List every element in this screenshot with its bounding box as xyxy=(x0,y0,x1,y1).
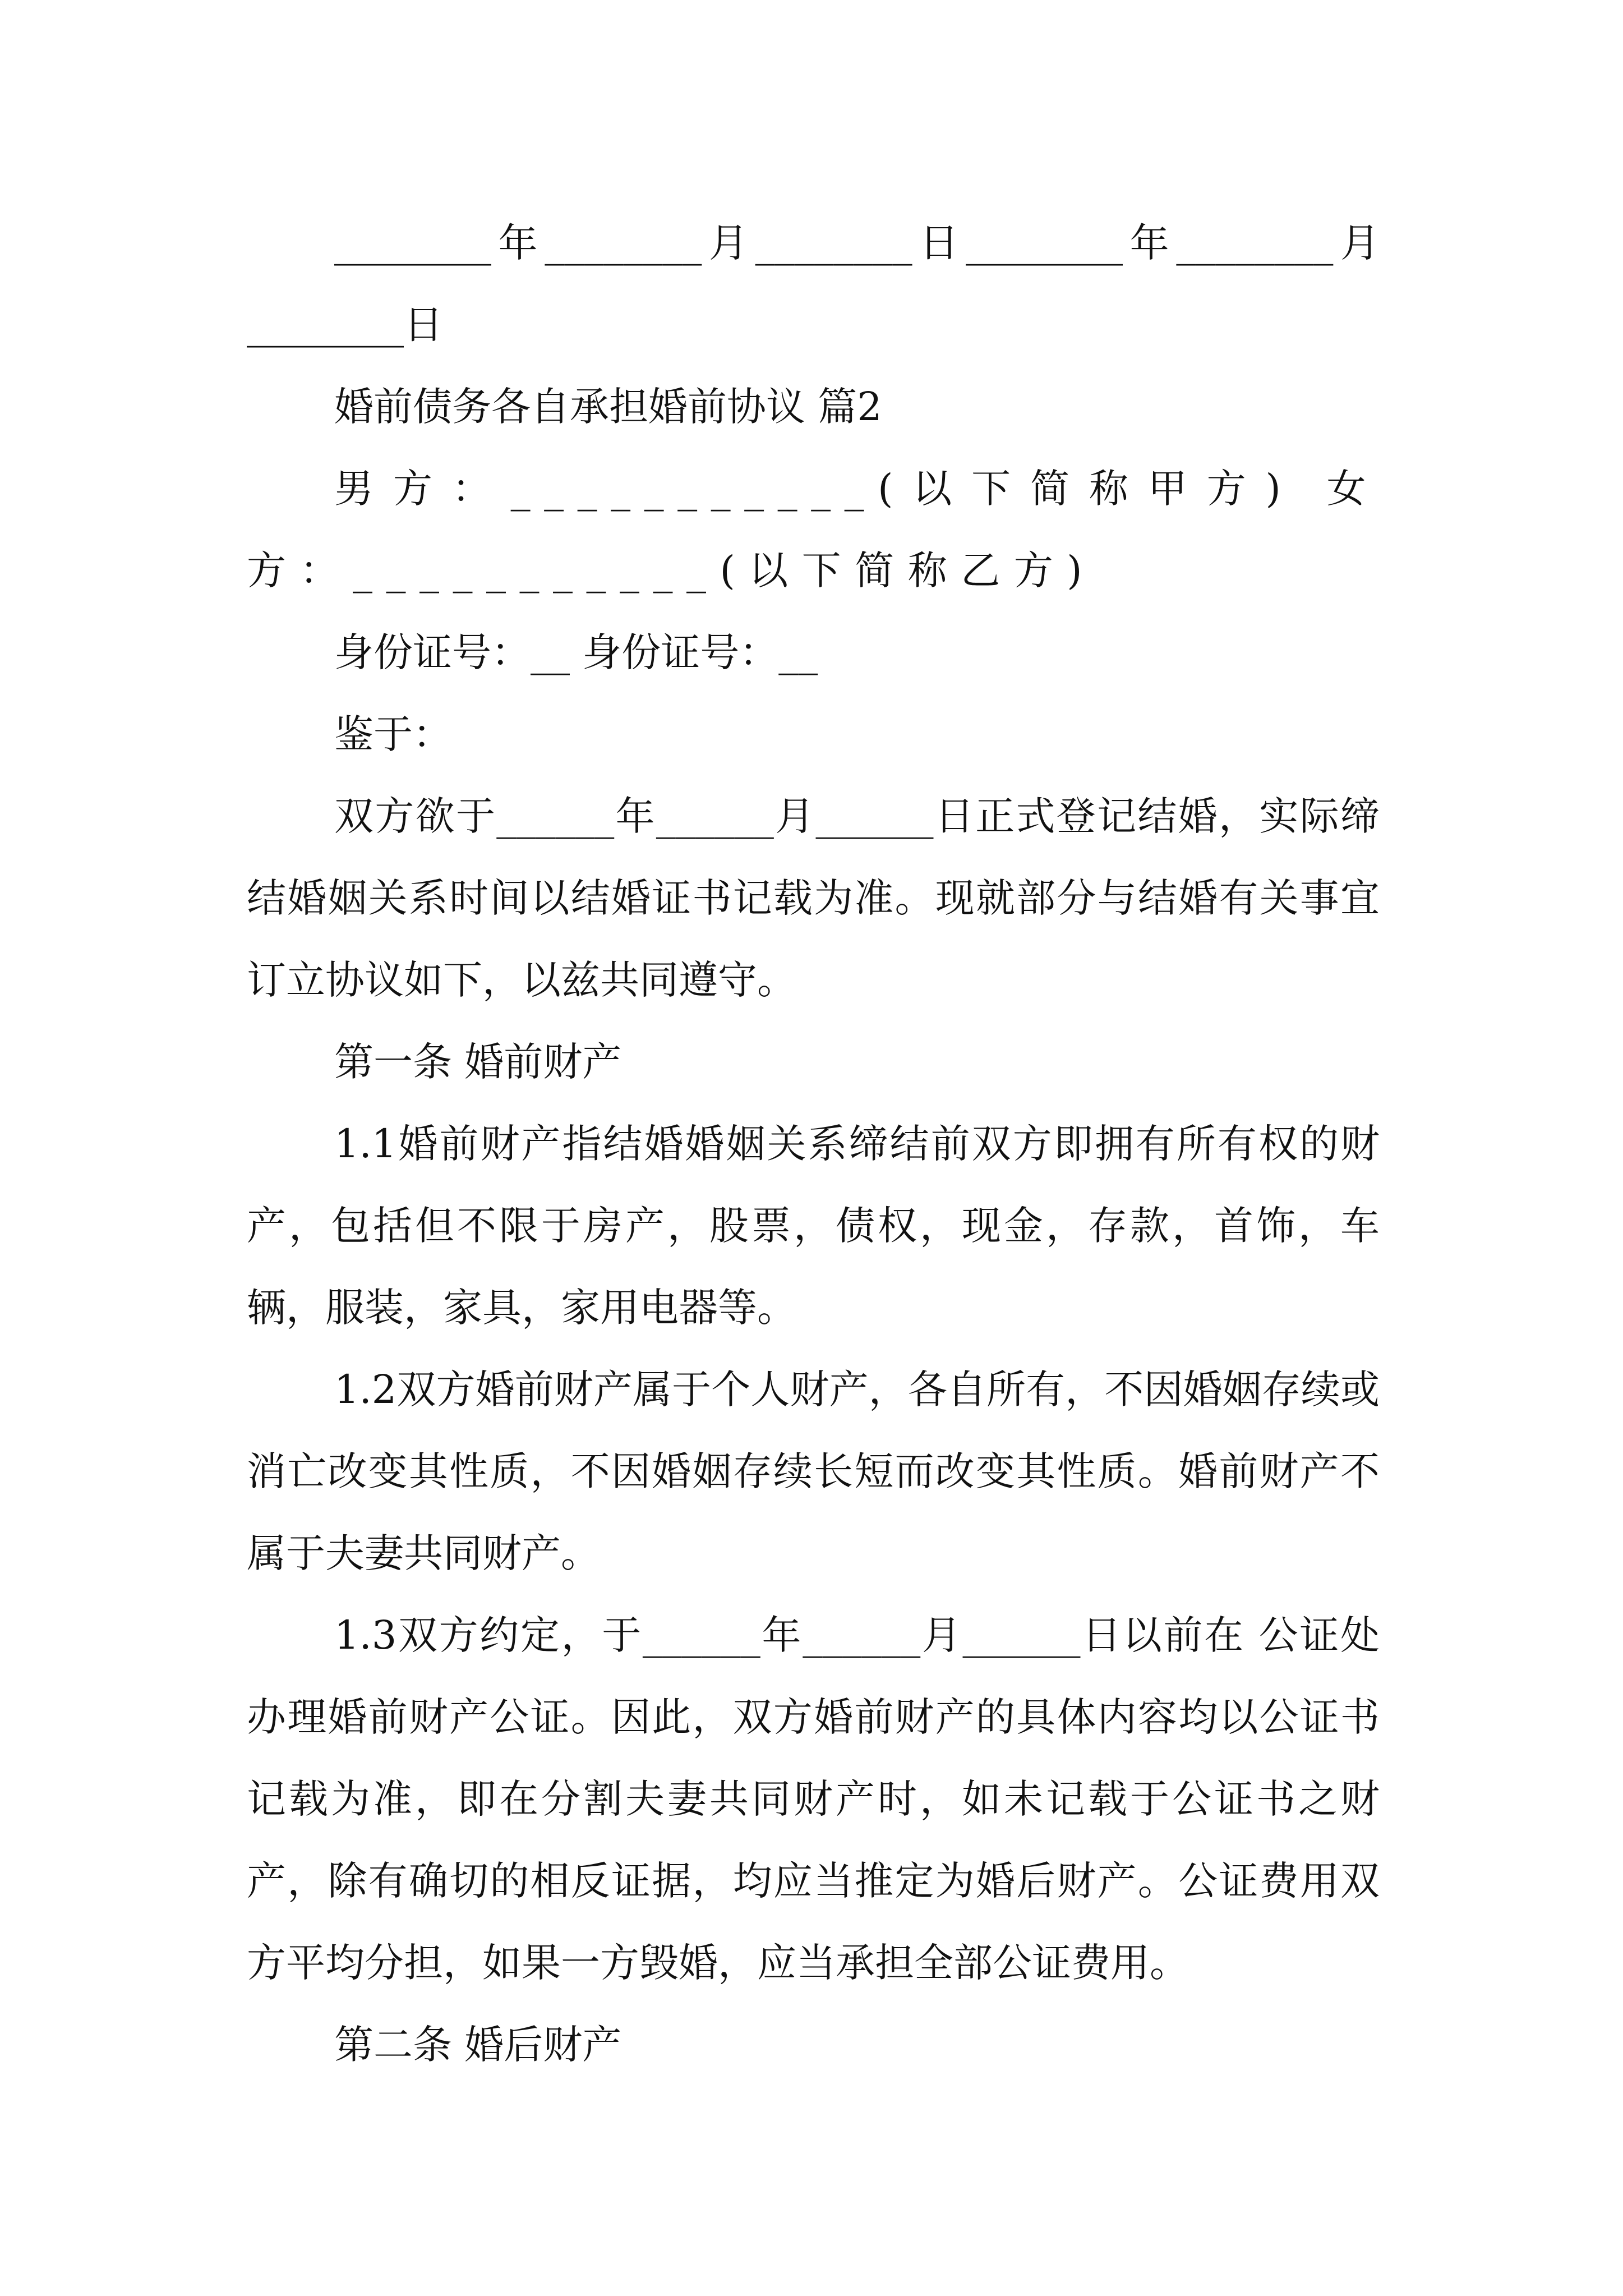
date-blanks-line: ________年________月________日________年________月________日 xyxy=(247,220,1380,348)
whereas-heading: 鉴于： xyxy=(334,711,452,757)
clause-1-2: 1.2双方婚前财产属于个人财产，各自所有，不因婚姻存续或消亡改变其性质，不因婚姻存续长短而改变其性质。婚前财产不属于夫妻共同财产。 xyxy=(247,1366,1380,1576)
id-number-line: 身份证号：__ 身份证号：__ xyxy=(334,629,818,675)
article-1-heading: 第一条 婚前财产 xyxy=(334,1039,622,1085)
section-title: 婚前债务各自承担婚前协议 篇2 xyxy=(334,384,882,430)
clause-1-3: 1.3双方约定，于______年______月______日以前在 公证处办理婚前财产公证。因此，双方婚前财产的具体内容均以公证书记载为准，即在分割夫妻共同财产时，如未记载于公证书之财产，除有确切的相反证据，均应当推定为婚后财产。公证费用双方平均分担，如果一方毁婚，应当承担全部公证费用。 xyxy=(247,1612,1380,1986)
parties-line: 男方：___________(以下简称甲方) 女方：___________(以下简称乙方) xyxy=(247,466,1380,593)
marriage-registration-paragraph: 双方欲于______年______月______日正式登记结婚，实际缔结婚姻关系时间以结婚证书记载为准。现就部分与结婚有关事宜订立协议如下，以兹共同遵守。 xyxy=(247,793,1380,1003)
clause-1-1: 1.1婚前财产指结婚婚姻关系缔结前双方即拥有所有权的财产，包括但不限于房产，股票，债权，现金，存款，首饰，车辆，服装，家具，家用电器等。 xyxy=(247,1121,1380,1331)
document-body xyxy=(247,202,1380,2086)
article-2-heading: 第二条 婚后财产 xyxy=(334,2022,622,2068)
